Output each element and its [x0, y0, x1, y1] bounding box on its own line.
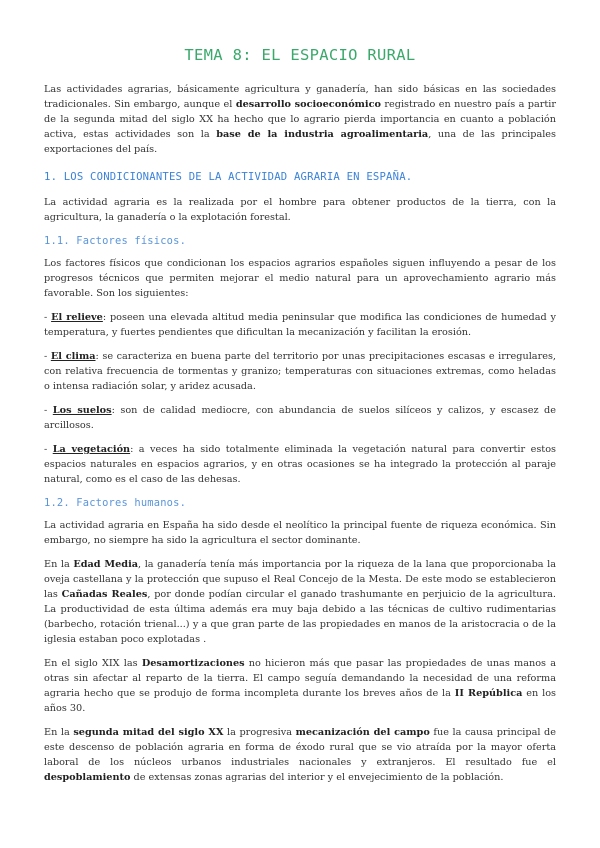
p4-bold-2: mecanización del campo	[295, 727, 430, 738]
p3-bold-2: II República	[454, 688, 523, 699]
vegetacion-item	[44, 442, 556, 487]
p3-bold-1: Desamortizaciones	[141, 658, 245, 669]
section-1-1-heading: 1.1. Factores físicos.	[44, 235, 187, 247]
p4-text-2: la progresiva	[223, 727, 296, 738]
p2-text-2: , la ganadería tenía más importancia por la riqueza de la lana que proporcionaba la oveja castellana y la protección que supuso el Real Concejo de la Mesta. De este modo se establecieron las	[44, 559, 557, 600]
clima-text: : se caracteriza en buena parte del territorio por unas precipitaciones escasas e irregulares, con relativa frecuencia de tormentas y granizo; temperaturas con situaciones extremas, como heladas o intensa radiación solar, y aridez acusada.	[44, 351, 556, 392]
relieve-label: El relieve	[51, 312, 103, 323]
suelos-dash: -	[44, 405, 53, 416]
p2-text-1: En la	[44, 559, 74, 570]
relieve-text: : poseen una elevada altitud media peninsular que modifica las condiciones de humedad y temperatura, y fuertes pendientes que dificultan la mecanización y facilitan la erosión.	[44, 312, 556, 338]
p2-bold-2: Cañadas Reales	[61, 589, 148, 600]
factores-humanos-p3	[44, 656, 556, 716]
p4-bold-1: segunda mitad del siglo XX	[73, 727, 224, 738]
intro-text-3: , una de las principales exportaciones del país.	[44, 129, 557, 155]
factores-humanos-p2	[44, 557, 556, 647]
clima-dash: -	[44, 351, 51, 362]
suelos-label: Los suelos	[52, 405, 112, 416]
vegetacion-text: : a veces ha sido totalmente eliminada la vegetación natural para convertir estos espacios naturales en espacios agrarios, y en otras ocasiones se ha integrado la protección al paraje natural, como es el caso de las dehesas.	[44, 444, 556, 485]
p2-text-3: , por donde podían circular el ganado trashumante en perjuicio de la agricultura. La productividad de esta última además era muy baja debido a las técnicas de cultivo rudimentarias (barbecho, rotación trienal...) y a que gran parte de las propiedades en manos de la aristocracia o de la iglesia estaban poco explotadas .	[44, 589, 556, 645]
relieve-dash: -	[44, 312, 52, 323]
clima-label: El clima	[50, 351, 96, 362]
p4-text-3: fue la causa principal de este descenso de población agraria en forma de éxodo rural que se vio atraída por la mayor oferta laboral de los núcleos urbanos industriales nacionales y extranjeros. El resultado fue el	[44, 727, 556, 768]
intro-text-2: registrado en nuestro país a partir de la segunda mitad del siglo XX ha hecho que lo agrario pierda importancia en cuanto a población activa, estas actividades son la	[44, 99, 557, 140]
suelos-text: : son de calidad mediocre, con abundancia de suelos silíceos y calizos, y escasez de arcillosos.	[44, 405, 556, 431]
intro-bold-2: base de la industria agroalimentaria	[216, 129, 429, 140]
p3-text-2: no hicieron más que pasar las propiedades de unas manos a otras sin afectar al reparto de la tierra. El campo seguía demandando la necesidad de una reforma agraria hecho que se produjo de forma incompleta durante los breves años de la	[44, 658, 556, 699]
p3-text-3: en los años 30.	[44, 688, 556, 714]
factores-humanos-p4	[44, 725, 556, 785]
vegetacion-label: La vegetación	[52, 444, 131, 455]
factores-fisicos-intro: Los factores físicos que condicionan los espacios agrarios españoles siguen influyendo a pesar de los progresos técnicos que permiten mejorar el medio natural para un aprovechamiento agrario más favorable. Son los siguientes:	[44, 258, 556, 299]
vegetacion-dash: -	[44, 444, 53, 455]
intro-bold-1: desarrollo socioeconómico	[235, 99, 381, 110]
page-title: TEMA 8: EL ESPACIO RURAL	[184, 46, 416, 64]
p3-text-1: En el siglo XIX las	[44, 658, 142, 669]
section-1-heading: 1. LOS CONDICIONANTES DE LA ACTIVIDAD AGRARIA EN ESPAÑA.	[44, 171, 413, 183]
intro-text-1: Las actividades agrarias, básicamente agricultura y ganadería, han sido básicas en las sociedades tradicionales. Sin embargo, aunque el	[44, 84, 556, 110]
section-1-2-heading: 1.2. Factores humanos.	[44, 497, 187, 509]
p4-text-1: En la	[44, 727, 74, 738]
relieve-item	[44, 310, 556, 340]
section-1-paragraph: La actividad agraria es la realizada por el hombre para obtener productos de la tierra, con la agricultura, la ganadería o la explotación forestal.	[44, 197, 556, 223]
p4-text-4: de extensas zonas agrarias del interior y el envejecimiento de la población.	[130, 772, 504, 783]
p2-bold-1: Edad Media	[73, 559, 139, 570]
clima-item	[44, 349, 556, 394]
intro-paragraph	[44, 82, 556, 157]
factores-humanos-p1: La actividad agraria en España ha sido desde el neolítico la principal fuente de riqueza económica. Sin embargo, no siempre ha sido la agricultura el sector dominante.	[44, 520, 556, 546]
p4-bold-3: despoblamiento	[44, 772, 131, 783]
suelos-item	[44, 403, 556, 433]
